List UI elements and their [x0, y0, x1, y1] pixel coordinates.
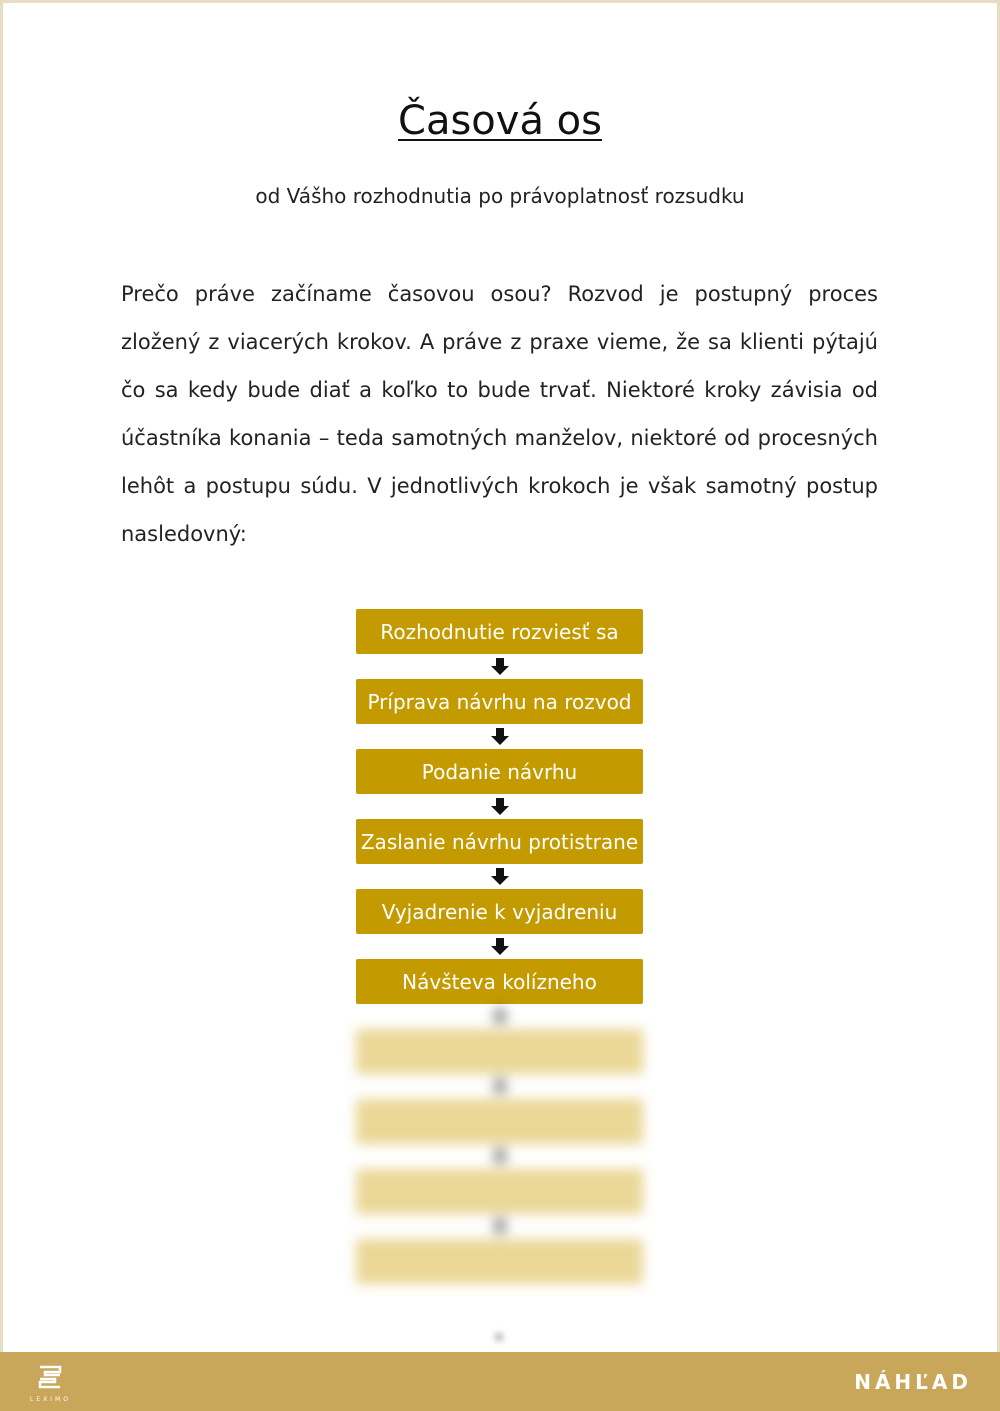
timeline-step: Rozhodnutie rozviesť sa — [356, 609, 643, 654]
blurred-step — [356, 1029, 643, 1074]
down-arrow-icon — [356, 934, 643, 959]
leximo-logo — [30, 1364, 70, 1403]
down-arrow-icon — [356, 864, 643, 889]
blurred-step — [356, 1169, 643, 1214]
logo-text: LEXIMO — [30, 1396, 71, 1403]
blurred-preview-steps — [356, 1004, 643, 1284]
timeline-step: Vyjadrenie k vyjadreniu — [356, 889, 643, 934]
down-arrow-icon — [356, 724, 643, 749]
blurred-dot — [493, 1328, 505, 1340]
timeline-step: Podanie návrhu — [356, 749, 643, 794]
down-arrow-icon — [356, 1074, 643, 1099]
down-arrow-icon — [356, 794, 643, 819]
footer-bar — [0, 1352, 1000, 1411]
down-arrow-icon — [356, 654, 643, 679]
page-title: Časová os — [398, 98, 602, 144]
blurred-step — [356, 1239, 643, 1284]
page-subtitle: od Vášho rozhodnutia po právoplatnosť rozsudku — [255, 184, 745, 208]
logo-icon — [37, 1364, 63, 1390]
down-arrow-icon — [356, 1004, 643, 1029]
preview-label: NÁHĽAD — [854, 1370, 972, 1394]
down-arrow-icon — [356, 1144, 643, 1169]
blurred-step — [356, 1099, 643, 1144]
timeline-flowchart — [356, 609, 643, 1284]
intro-paragraph: Prečo práve začíname časovou osou? Rozvod je postupný proces zložený z viacerých krokov. A práve z praxe vieme, že sa klienti pýtajú čo sa kedy bude diať a koľko to bude trvať. Niektoré kroky závisia od účastníka konania – teda samotných manželov, niektoré od procesných lehôt a postupu súdu. V jednotlivých krokoch je však samotný postup nasledovný: — [121, 282, 878, 546]
timeline-step: Zaslanie návrhu protistrane — [356, 819, 643, 864]
timeline-step: Návšteva kolízneho — [356, 959, 643, 1004]
timeline-step: Príprava návrhu na rozvod — [356, 679, 643, 724]
down-arrow-icon — [356, 1214, 643, 1239]
